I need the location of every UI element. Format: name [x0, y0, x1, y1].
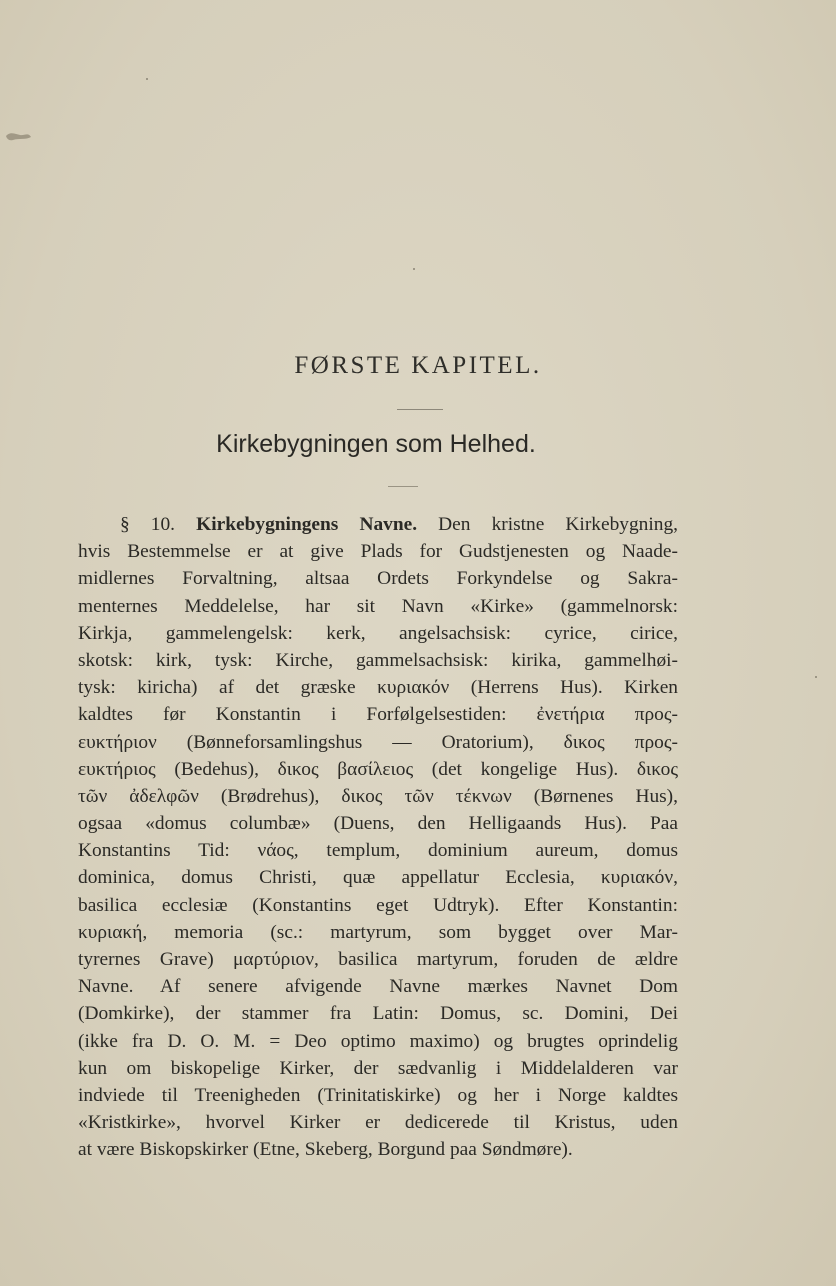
paragraph-line: κυριακή, memoria (sc.: martyrum, som bygget over Mar-	[78, 921, 678, 943]
paragraph-line: Konstantins Tid: νάος, templum, dominium aureum, domus	[78, 840, 678, 862]
paragraph-line: kun om biskopelige Kirker, der sædvanlig i Middelalderen var	[78, 1057, 678, 1079]
paragraph-line: dominica, domus Christi, quæ appellatur Ecclesia, κυριακόν,	[78, 867, 678, 889]
paragraph-line: skotsk: kirk, tysk: Kirche, gammelsachsisk: kirika, gammelhøi-	[78, 649, 678, 671]
paragraph-line-first	[78, 511, 678, 538]
paragraph-line: at være Biskopskirker (Etne, Skeberg, Borgund paa Søndmøre).	[78, 1139, 573, 1161]
divider	[397, 409, 443, 410]
paragraph-line: (ikke fra D. O. M. = Deo optimo maximo) og brugtes oprindelig	[78, 1030, 678, 1052]
divider	[388, 486, 418, 487]
paragraph-line: Kirkja, gammelengelsk: kerk, angelsachsisk: cyrice, cirice,	[78, 622, 678, 644]
section-name: Kirkebygningens Navne.	[196, 514, 418, 535]
paragraph-line: kaldtes før Konstantin i Forfølgelsestiden: ἐνετήρια προς-	[78, 704, 678, 726]
speck-mark	[146, 78, 148, 80]
body-paragraph	[78, 511, 678, 1164]
paragraph-line: tyrernes Grave) μαρτύριον, basilica martyrum, foruden de ældre	[78, 949, 678, 970]
paragraph-line: tysk: kiricha) af det græske κυριακόν (Herrens Hus). Kirken	[78, 677, 678, 699]
paragraph-line: ogsaa «domus columbæ» (Duens, den Helligaands Hus). Paa	[78, 813, 678, 835]
paragraph-line: indviede til Treenigheden (Trinitatiskirke) og her i Norge kaldtes	[78, 1084, 678, 1106]
paragraph-line: τῶν ἀδελφῶν (Brødrehus), δικος τῶν τέκνων (Børnenes Hus),	[78, 785, 678, 807]
section-title: Kirkebygningen som Helhed.	[216, 430, 536, 458]
paragraph-line: menternes Meddelelse, har sit Navn «Kirke» (gammelnorsk:	[78, 595, 678, 617]
paragraph-line: «Kristkirke», hvorvel Kirker er dedicerede til Kristus, uden	[78, 1112, 678, 1134]
speck-mark	[413, 268, 415, 270]
paragraph-line: ευκτήριον (Bønneforsamlingshus — Oratorium), δικος προς-	[78, 731, 678, 753]
ink-stain-mark	[4, 128, 32, 142]
paragraph-line: Navne. Af senere afvigende Navne mærkes Navnet Dom	[78, 976, 678, 998]
section-number: § 10.	[120, 514, 176, 535]
paragraph-line: hvis Bestemmelse er at give Plads for Gudstjenesten og Naade-	[78, 541, 678, 563]
paragraph-line-text: Den kristne Kirkebygning,	[417, 514, 678, 535]
speck-mark	[815, 676, 817, 678]
paragraph-line: basilica ecclesiæ (Konstantins eget Udtryk). Efter Konstantin:	[78, 894, 678, 916]
paragraph-line: (Domkirke), der stammer fra Latin: Domus, sc. Domini, Dei	[78, 1003, 678, 1025]
paragraph-line: ευκτήριος (Bedehus), δικος βασίλειος (det kongelige Hus). δικος	[78, 758, 678, 780]
chapter-heading: FØRSTE KAPITEL.	[294, 352, 542, 379]
paragraph-line: midlernes Forvaltning, altsaa Ordets Forkyndelse og Sakra-	[78, 568, 678, 590]
